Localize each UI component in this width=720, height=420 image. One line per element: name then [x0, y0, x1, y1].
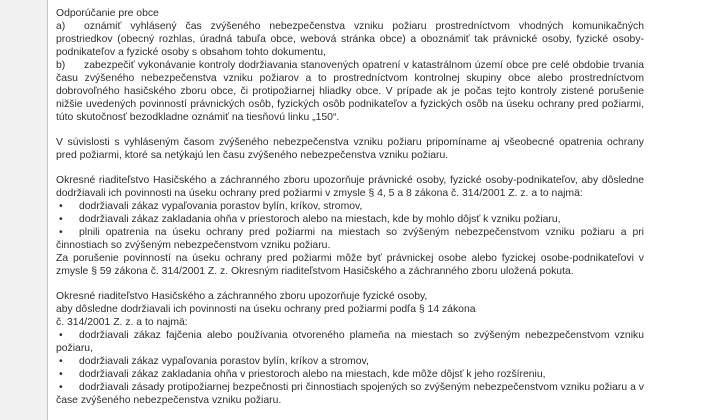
bullet-item: [56, 381, 644, 407]
bullet-text: dodržiavali zákaz zakladania ohňa v priestoroch alebo na miestach, kde by mohlo dôjsť k vzniku požiaru,: [79, 214, 561, 225]
bullet-item: [56, 200, 644, 213]
paragraph-individuals-notice-line-3: č. 314/2001 Z. z. a to najmä:: [56, 317, 188, 328]
item-b-text: zabezpečiť vykonávanie kontroly dodržiavania stanovených opatrení v katastrálnom území obce pre celé obdobie trvania času zvýšeného nebezpečenstva vzniku požiarov a to prostredníctvom kontrolnej skupiny obce alebo prostredníctvom dobrovoľného hasičského zboru obce, či protipožiarnej hliadky obce. V prípade ak je počas tejto kontroly zistené porušenie nižšie uvedených povinností právnických osôb, fyzických osôb podnikateľov a fyzických osôb na úseku ochrany pred požiarmi, túto skutočnosť bezodkladne oznámiť na tiesňovú linku „150“.: [56, 60, 644, 123]
paragraph-legal-entities-notice: Okresné riaditeľstvo Hasičského a záchranného zboru upozorňuje právnické osoby, fyzické osoby-podnikateľov, aby dôsledne dodržiavali ich povinnosti na úseku ochrany pred požiarmi v zmysle § 4, 5 a 8 zákona č. 314/2001 Z. z. a to najmä:: [56, 175, 644, 199]
bullet-marker: •: [59, 356, 63, 367]
bullet-marker: •: [59, 369, 63, 380]
paragraph-general-measures: V súvislosti s vyhláseným časom zvýšeného nebezpečenstva vzniku požiaru pripomíname aj všeobecné opatrenia ochrany pred požiarmi, ktoré sa netýkajú len času zvýšeného nebezpečenstva vzniku požiaru.: [56, 137, 644, 161]
bullet-text: plnili opatrenia na úseku ochrany pred požiarmi na miestach so zvýšeným nebezpečenstvom vzniku požiaru a pri činnostiach so zvýšeným nebezpečenstvom vzniku požiaru.: [56, 227, 644, 251]
paragraph-spacer: [56, 124, 644, 136]
bullet-item: [56, 368, 644, 381]
paragraph-spacer: [56, 162, 644, 174]
item-b-marker: b): [56, 60, 66, 71]
bullet-item: [56, 213, 644, 226]
paragraph-spacer: [56, 278, 644, 290]
page-margin-strip: [0, 0, 48, 420]
bullet-marker: •: [59, 330, 63, 341]
item-a-text: oznámiť vyhlásený čas zvýšeného nebezpečenstva vzniku požiaru prostredníctvom vhodných komunikačných prostriedkov (obecný rozhlas, úradná tabuľa obce, webová stránka obce) a oboznámiť tak právnické osoby, fyzické osoby-podnikateľov a fyzické osoby s obsahom tohto dokumentu,: [56, 21, 644, 58]
item-a-marker: a): [56, 21, 66, 32]
paragraph-individuals-notice-line-1: Okresné riaditeľstvo Hasičského a záchranného zboru upozorňuje fyzické osoby,: [56, 291, 428, 302]
list-item-a: [56, 20, 644, 59]
bullet-text: dodržiavali zákaz vypaľovania porastov bylín, kríkov a stromov,: [79, 356, 369, 367]
document-page: [56, 7, 644, 407]
bullet-text: dodržiavali zásady protipožiarnej bezpečnosti pri činnostiach spojených so zvýšeným nebezpečenstvom vzniku požiaru a v čase zvýšeného nebezpečenstva vzniku požiaru.: [56, 382, 644, 406]
paragraph-penalty: Za porušenie povinností na úseku ochrany pred požiarmi môže byť právnickej osobe alebo fyzickej osobe-podnikateľovi v zmysle § 59 zákona č. 314/2001 Z. z. Okresným riaditeľstvom Hasičského a záchranného zboru uložená pokuta.: [56, 253, 644, 277]
list-item-b: [56, 59, 644, 124]
bullet-item: [56, 226, 644, 252]
bullet-marker: •: [59, 201, 63, 212]
bullet-marker: •: [59, 382, 63, 393]
paragraph-individuals-notice-line-2: aby dôsledne dodržiavali ich povinnosti na úseku ochrany pred požiarmi podľa § 14 zákona: [56, 304, 476, 315]
bullet-item: [56, 329, 644, 355]
bullet-marker: •: [59, 214, 63, 225]
bullet-text: dodržiavali zákaz fajčenia alebo používania otvoreného plameňa na miestach so zvýšeným nebezpečenstvom vzniku požiaru,: [56, 330, 644, 354]
bullet-item: [56, 355, 644, 368]
bullet-text: dodržiavali zákaz vypaľovania porastov bylín, kríkov, stromov,: [79, 201, 363, 212]
bullet-marker: •: [59, 227, 63, 238]
document-heading: Odporúčanie pre obce: [56, 8, 159, 19]
bullet-text: dodržiavali zákaz zakladania ohňa v priestoroch alebo na miestach, kde môže dôjsť k jeho rozšíreniu,: [79, 369, 546, 380]
